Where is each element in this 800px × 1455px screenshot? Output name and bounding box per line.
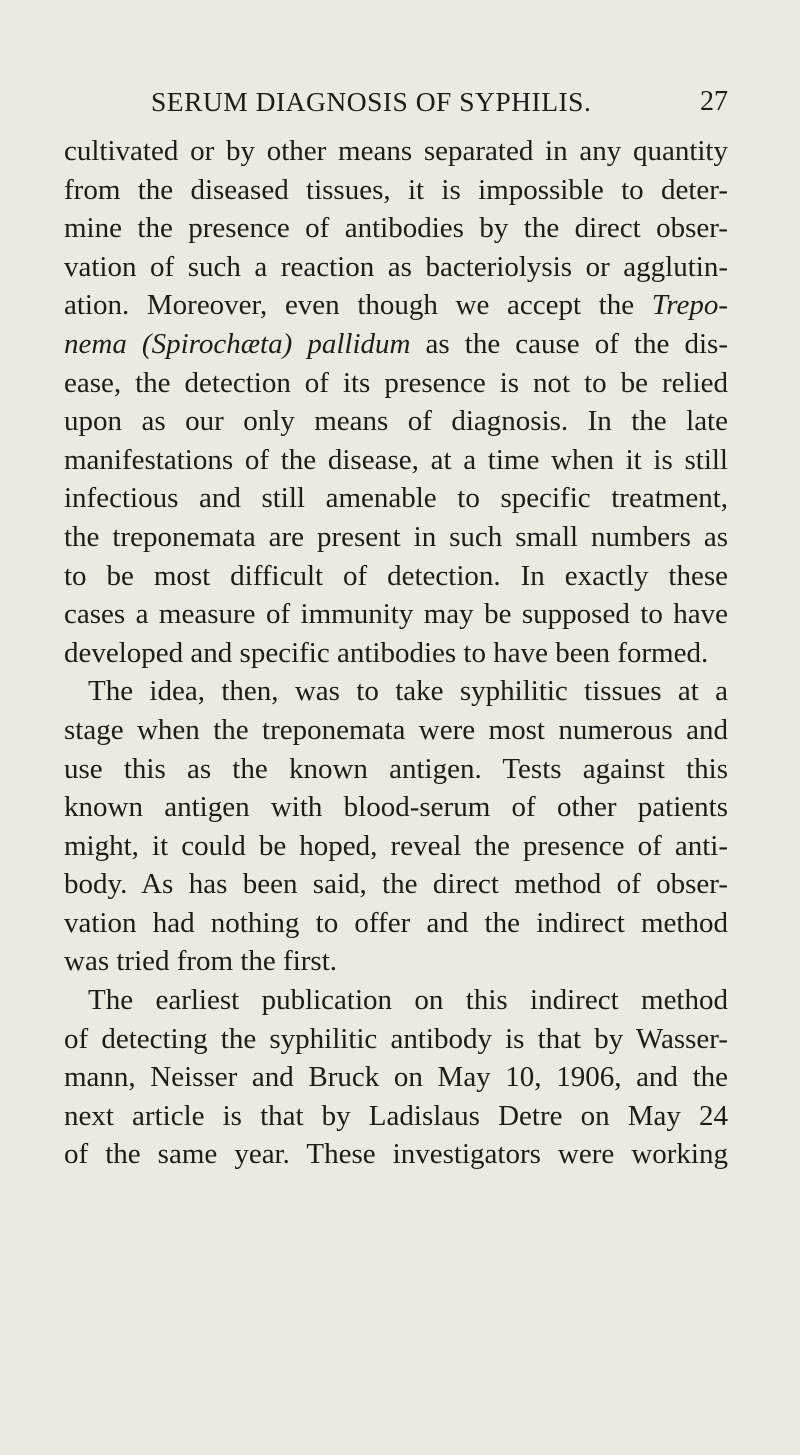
synonym-name: (Spirochæta) — [141, 327, 293, 360]
text-line: of detecting the syphilitic antibody is that by Wasser- — [64, 1022, 728, 1055]
text-line — [64, 286, 728, 325]
text-line: of the same year. These investigators were working — [64, 1138, 728, 1171]
text-line: body. As has been said, the direct method of obser- — [64, 868, 728, 901]
text-line: next article is that by Ladislaus Detre on May 24 — [64, 1099, 728, 1132]
text-line: the treponemata are present in such small numbers as — [64, 520, 728, 553]
paragraph-3 — [64, 981, 728, 1174]
text-line: known antigen with blood-serum of other patients — [64, 791, 728, 824]
text-line-start: ation. Moreover, even though we accept the — [64, 289, 652, 322]
body-text — [64, 132, 728, 1174]
text-line: developed and specific antibodies to have been formed. — [64, 636, 709, 669]
text-line: vation of such a reaction as bacteriolysis or agglutin- — [64, 250, 728, 283]
text-line: mann, Neisser and Bruck on May 10, 1906, and the — [64, 1061, 728, 1094]
text-line: cultivated or by other means separated in any quantity — [64, 135, 728, 167]
text-line: mine the presence of antibodies by the direct obser- — [64, 212, 728, 245]
text-line: stage when the treponemata were most numerous and — [64, 713, 728, 746]
page-number: 27 — [700, 86, 728, 117]
text-line: to be most difficult of detection. In exactly these — [64, 559, 728, 592]
running-head — [64, 76, 728, 132]
text-line: The earliest publication on this indirect method — [88, 984, 728, 1017]
running-title: SERUM DIAGNOSIS OF SYPHILIS. — [151, 86, 592, 117]
text-line: The idea, then, was to take syphilitic tissues at a — [88, 675, 728, 708]
text-line: infectious and still amenable to specific treatment, — [64, 482, 728, 515]
text-line: vation had nothing to offer and the indirect method — [64, 906, 728, 939]
species-name: pallidum — [307, 327, 411, 360]
text-line: use this as the known antigen. Tests against this — [64, 752, 728, 785]
paragraph-1 — [64, 132, 728, 672]
text-line: manifestations of the disease, at a time when it is still — [64, 443, 728, 476]
text-line: cases a measure of immunity may be supposed to have — [64, 598, 728, 631]
text-line: from the diseased tissues, it is impossible to deter- — [64, 173, 728, 206]
text-line: upon as our only means of diagnosis. In the late — [64, 405, 728, 438]
text-line: might, it could be hoped, reveal the presence of anti- — [64, 829, 728, 862]
text-line — [64, 325, 728, 364]
genus-name-part: Trepo- — [651, 289, 728, 322]
genus-name-end: nema — [64, 327, 127, 360]
text-line: ease, the detection of its presence is not to be relied — [64, 366, 728, 399]
book-page — [0, 76, 800, 1455]
paragraph-2 — [64, 672, 728, 981]
text-line-end: as the cause of the dis- — [410, 327, 728, 360]
text-line: was tried from the first. — [64, 945, 338, 978]
